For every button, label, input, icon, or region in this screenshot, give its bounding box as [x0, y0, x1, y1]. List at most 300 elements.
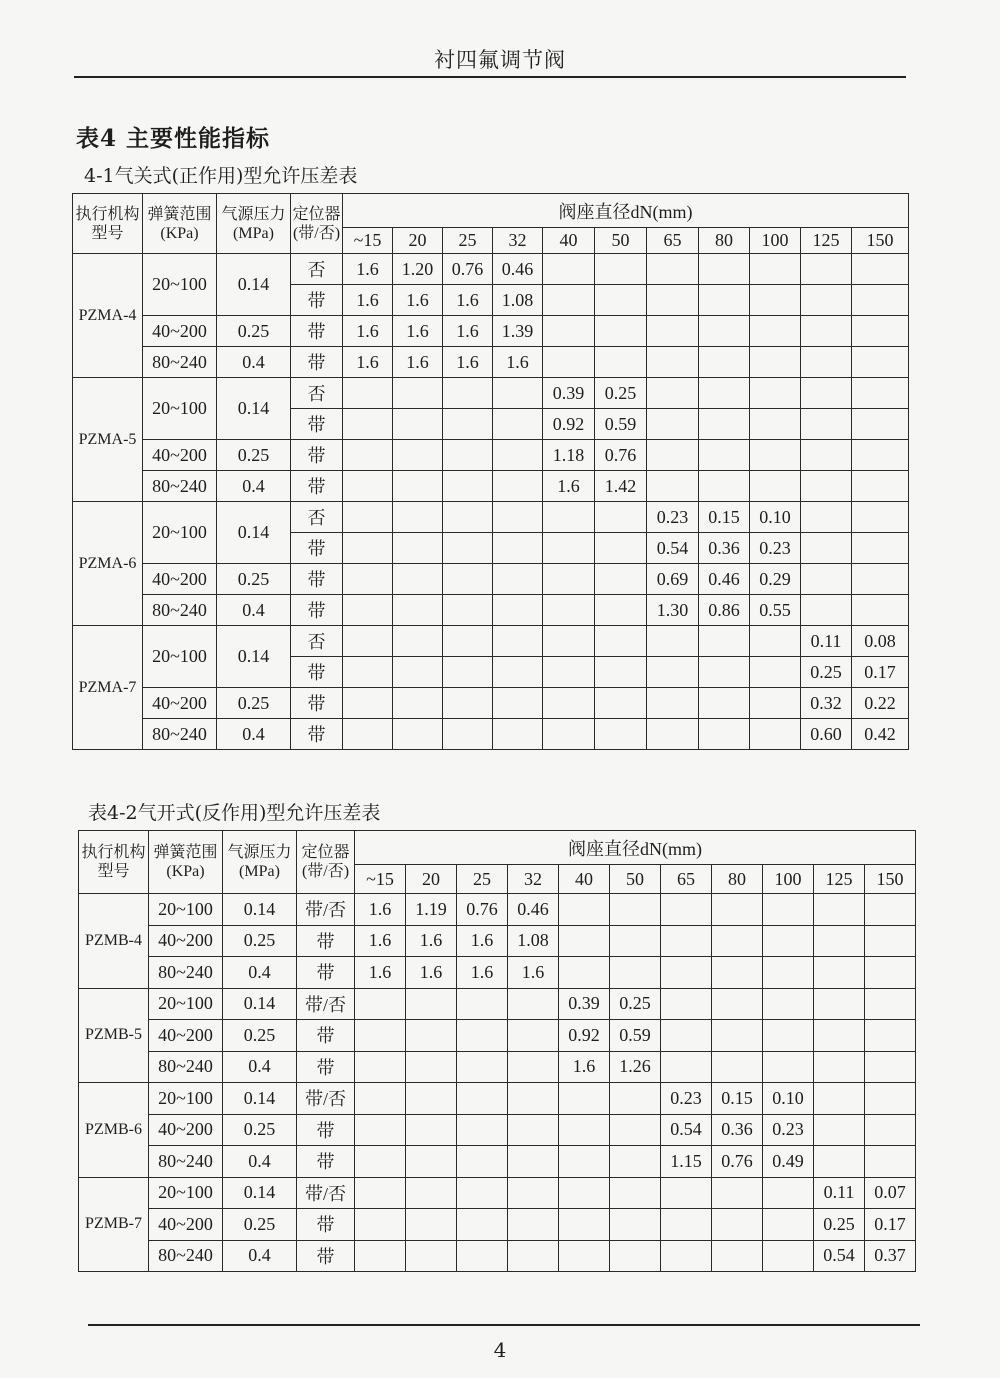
value-cell: [559, 1177, 610, 1209]
positioner-cell: 否: [291, 254, 343, 285]
header-dn-5: 50: [595, 228, 647, 254]
value-cell: 1.6: [443, 347, 493, 378]
value-cell: 1.6: [355, 957, 406, 989]
value-cell: 0.59: [610, 1020, 661, 1052]
value-cell: 1.6: [393, 285, 443, 316]
value-cell: 0.36: [699, 533, 750, 564]
positioner-cell: 带: [297, 1240, 355, 1272]
value-cell: [801, 316, 852, 347]
value-cell: 1.42: [595, 471, 647, 502]
value-cell: [393, 502, 443, 533]
value-cell: [443, 471, 493, 502]
value-cell: [443, 595, 493, 626]
value-cell: [493, 409, 543, 440]
table-row: [79, 1114, 916, 1146]
value-cell: 0.29: [750, 564, 801, 595]
header-rule: [74, 76, 906, 78]
value-cell: [852, 316, 909, 347]
footer-rule: [88, 1324, 920, 1326]
value-cell: [801, 471, 852, 502]
value-cell: 0.17: [865, 1209, 916, 1241]
value-cell: [750, 409, 801, 440]
value-cell: [457, 1240, 508, 1272]
value-cell: [852, 285, 909, 316]
value-cell: 0.23: [750, 533, 801, 564]
spring-cell: 20~100: [143, 626, 217, 688]
value-cell: [801, 595, 852, 626]
value-cell: [443, 688, 493, 719]
value-cell: [457, 988, 508, 1020]
table2-pressure-diff: [78, 830, 916, 1272]
value-cell: [647, 254, 699, 285]
value-cell: 1.08: [493, 285, 543, 316]
header-dn-9: 125: [801, 228, 852, 254]
value-cell: [595, 254, 647, 285]
pressure-cell: 0.25: [223, 925, 297, 957]
value-cell: [801, 254, 852, 285]
pressure-cell: 0.25: [217, 316, 291, 347]
value-cell: [699, 285, 750, 316]
value-cell: 1.6: [543, 471, 595, 502]
value-cell: [647, 657, 699, 688]
table-row: [73, 502, 909, 533]
page-number: 4: [493, 1338, 507, 1362]
spring-cell: 20~100: [149, 894, 223, 926]
value-cell: [543, 502, 595, 533]
value-cell: [814, 988, 865, 1020]
value-cell: [343, 657, 393, 688]
value-cell: 0.59: [595, 409, 647, 440]
table-row: [79, 988, 916, 1020]
positioner-cell: 否: [291, 378, 343, 409]
header-dn-5: 50: [610, 865, 661, 894]
value-cell: [493, 440, 543, 471]
table-row: [79, 1177, 916, 1209]
model-cell: PZMA-7: [73, 626, 143, 750]
pressure-cell: 0.4: [223, 957, 297, 989]
table-row: [73, 471, 909, 502]
header-dn-0: ~15: [355, 865, 406, 894]
positioner-cell: 带: [291, 347, 343, 378]
table-row: [79, 1020, 916, 1052]
model-cell: PZMB-7: [79, 1177, 149, 1272]
positioner-cell: 带/否: [297, 894, 355, 926]
header-positioner: [291, 194, 343, 254]
value-cell: [814, 1020, 865, 1052]
header-dn-3: 32: [508, 865, 559, 894]
value-cell: [393, 409, 443, 440]
pressure-cell: 0.4: [217, 471, 291, 502]
pressure-cell: 0.4: [217, 595, 291, 626]
value-cell: 0.15: [699, 502, 750, 533]
value-cell: [595, 626, 647, 657]
value-cell: [852, 471, 909, 502]
value-cell: [355, 1083, 406, 1115]
value-cell: [610, 1177, 661, 1209]
value-cell: [508, 1209, 559, 1241]
value-cell: [343, 533, 393, 564]
value-cell: [801, 564, 852, 595]
value-cell: [393, 440, 443, 471]
value-cell: 0.37: [865, 1240, 916, 1272]
value-cell: [406, 988, 457, 1020]
value-cell: [763, 1020, 814, 1052]
value-cell: [493, 502, 543, 533]
header-positioner-line2: (带/否): [292, 224, 341, 242]
value-cell: [457, 1020, 508, 1052]
value-cell: [559, 1114, 610, 1146]
value-cell: [865, 1051, 916, 1083]
value-cell: 0.76: [457, 894, 508, 926]
value-cell: [406, 1051, 457, 1083]
value-cell: [595, 564, 647, 595]
value-cell: [406, 1209, 457, 1241]
table-row: [73, 719, 909, 750]
model-cell: PZMA-4: [73, 254, 143, 378]
table-row: [79, 1209, 916, 1241]
value-cell: [801, 533, 852, 564]
value-cell: [852, 254, 909, 285]
value-cell: [661, 925, 712, 957]
value-cell: [712, 1209, 763, 1241]
value-cell: 1.6: [493, 347, 543, 378]
value-cell: [343, 626, 393, 657]
spring-cell: 80~240: [149, 957, 223, 989]
value-cell: [647, 316, 699, 347]
value-cell: 0.07: [865, 1177, 916, 1209]
value-cell: [865, 957, 916, 989]
pressure-cell: 0.4: [223, 1146, 297, 1178]
table-row: [73, 378, 909, 409]
value-cell: 1.6: [343, 316, 393, 347]
header-dn-0: ~15: [343, 228, 393, 254]
value-cell: 0.46: [699, 564, 750, 595]
value-cell: 1.30: [647, 595, 699, 626]
value-cell: 1.20: [393, 254, 443, 285]
value-cell: [750, 285, 801, 316]
value-cell: [647, 440, 699, 471]
value-cell: [852, 533, 909, 564]
spring-cell: 40~200: [149, 1020, 223, 1052]
value-cell: [852, 564, 909, 595]
value-cell: 0.32: [801, 688, 852, 719]
value-cell: [493, 533, 543, 564]
value-cell: [801, 440, 852, 471]
value-cell: [699, 409, 750, 440]
value-cell: 0.55: [750, 595, 801, 626]
value-cell: [457, 1209, 508, 1241]
value-cell: 1.6: [406, 925, 457, 957]
value-cell: [750, 316, 801, 347]
value-cell: [610, 1209, 661, 1241]
value-cell: [543, 626, 595, 657]
value-cell: [814, 894, 865, 926]
positioner-cell: 带: [291, 409, 343, 440]
value-cell: 0.76: [712, 1146, 763, 1178]
value-cell: 0.23: [661, 1083, 712, 1115]
value-cell: [493, 595, 543, 626]
value-cell: [647, 409, 699, 440]
value-cell: 0.86: [699, 595, 750, 626]
value-cell: [647, 378, 699, 409]
spring-cell: 80~240: [143, 719, 217, 750]
value-cell: 0.10: [763, 1083, 814, 1115]
main-title: 表4 主要性能指标: [76, 125, 271, 152]
value-cell: [508, 1146, 559, 1178]
value-cell: [508, 1177, 559, 1209]
pressure-cell: 0.14: [223, 894, 297, 926]
value-cell: [457, 1083, 508, 1115]
value-cell: [814, 1114, 865, 1146]
value-cell: 1.6: [343, 254, 393, 285]
header-positioner-line2: (带/否): [301, 863, 350, 880]
header-actuator-model: [79, 831, 149, 894]
table-row: [73, 688, 909, 719]
value-cell: [610, 1240, 661, 1272]
value-cell: [647, 626, 699, 657]
value-cell: [393, 626, 443, 657]
pressure-cell: 0.4: [223, 1240, 297, 1272]
value-cell: [647, 347, 699, 378]
header-supply-pressure: [223, 831, 297, 894]
spring-cell: 20~100: [149, 1177, 223, 1209]
pressure-cell: 0.25: [217, 564, 291, 595]
value-cell: [443, 533, 493, 564]
value-cell: [647, 688, 699, 719]
value-cell: [355, 1177, 406, 1209]
value-cell: [508, 1114, 559, 1146]
header-dn-7: 80: [699, 228, 750, 254]
value-cell: [543, 657, 595, 688]
table-row: [73, 316, 909, 347]
value-cell: [595, 595, 647, 626]
table-row: [73, 440, 909, 471]
value-cell: 0.15: [712, 1083, 763, 1115]
value-cell: 1.15: [661, 1146, 712, 1178]
header-spring-range: [149, 831, 223, 894]
value-cell: [493, 657, 543, 688]
value-cell: [595, 316, 647, 347]
header-supply-pressure-line2: (MPa): [233, 224, 274, 242]
value-cell: [559, 1083, 610, 1115]
value-cell: [661, 1240, 712, 1272]
value-cell: [543, 719, 595, 750]
positioner-cell: 带: [291, 440, 343, 471]
value-cell: 1.6: [343, 285, 393, 316]
positioner-cell: 带: [297, 957, 355, 989]
header-dn-1: 20: [406, 865, 457, 894]
positioner-cell: 带: [297, 1051, 355, 1083]
value-cell: 0.23: [763, 1114, 814, 1146]
positioner-cell: 带: [291, 719, 343, 750]
header-supply-pressure-line1: 气源压力: [227, 844, 292, 861]
header-actuator-model-line2: 型号: [97, 863, 130, 880]
value-cell: [493, 688, 543, 719]
positioner-cell: 带: [291, 657, 343, 688]
value-cell: [393, 657, 443, 688]
value-cell: [852, 347, 909, 378]
value-cell: [712, 1051, 763, 1083]
spring-cell: 40~200: [143, 440, 217, 471]
header-dn-1: 20: [393, 228, 443, 254]
value-cell: [595, 285, 647, 316]
value-cell: [595, 533, 647, 564]
value-cell: [443, 719, 493, 750]
value-cell: [393, 719, 443, 750]
positioner-cell: 否: [291, 502, 343, 533]
value-cell: [443, 657, 493, 688]
header-dn-6: 65: [647, 228, 699, 254]
value-cell: [699, 254, 750, 285]
table-row: [79, 1146, 916, 1178]
header-dn-10: 150: [865, 865, 916, 894]
header-actuator-model: [73, 194, 143, 254]
value-cell: 0.11: [814, 1177, 865, 1209]
value-cell: [801, 285, 852, 316]
value-cell: [355, 988, 406, 1020]
header-seat-diameter: 阀座直径dN(mm): [355, 831, 916, 865]
header-spring-range-line1: 弹簧范围: [153, 844, 218, 861]
value-cell: 0.54: [647, 533, 699, 564]
value-cell: [647, 471, 699, 502]
value-cell: 0.69: [647, 564, 699, 595]
value-cell: [543, 595, 595, 626]
positioner-cell: 带: [297, 1209, 355, 1241]
value-cell: [508, 1240, 559, 1272]
header-spring-range-line2: (KPa): [166, 863, 205, 880]
value-cell: [457, 1177, 508, 1209]
value-cell: [543, 564, 595, 595]
positioner-cell: 带: [291, 471, 343, 502]
header-supply-pressure: [217, 194, 291, 254]
value-cell: 0.42: [852, 719, 909, 750]
value-cell: [610, 1146, 661, 1178]
header-supply-pressure-line2: (MPa): [239, 863, 280, 880]
value-cell: 0.76: [443, 254, 493, 285]
value-cell: [699, 316, 750, 347]
header-dn-2: 25: [443, 228, 493, 254]
spring-cell: 40~200: [143, 316, 217, 347]
spring-cell: 80~240: [149, 1146, 223, 1178]
value-cell: 0.54: [661, 1114, 712, 1146]
positioner-cell: 带/否: [297, 1083, 355, 1115]
value-cell: [406, 1177, 457, 1209]
header-dn-4: 40: [559, 865, 610, 894]
value-cell: [406, 1114, 457, 1146]
value-cell: [763, 1240, 814, 1272]
value-cell: 0.25: [610, 988, 661, 1020]
table1-pressure-diff: [72, 193, 909, 750]
value-cell: [457, 1114, 508, 1146]
spring-cell: 20~100: [143, 378, 217, 440]
positioner-cell: 带: [297, 1114, 355, 1146]
value-cell: [763, 988, 814, 1020]
spring-cell: 20~100: [149, 988, 223, 1020]
pressure-cell: 0.4: [217, 719, 291, 750]
spring-cell: 40~200: [149, 1114, 223, 1146]
value-cell: 1.6: [393, 316, 443, 347]
value-cell: [750, 657, 801, 688]
value-cell: [750, 347, 801, 378]
value-cell: [393, 378, 443, 409]
header-dn-8: 100: [763, 865, 814, 894]
value-cell: [343, 440, 393, 471]
pressure-cell: 0.14: [217, 378, 291, 440]
value-cell: [712, 1177, 763, 1209]
value-cell: [493, 378, 543, 409]
value-cell: [699, 719, 750, 750]
model-cell: PZMA-6: [73, 502, 143, 626]
value-cell: [443, 626, 493, 657]
value-cell: [343, 595, 393, 626]
positioner-cell: 带/否: [297, 1177, 355, 1209]
header-actuator-model-line2: 型号: [91, 224, 124, 242]
value-cell: 1.6: [457, 925, 508, 957]
value-cell: [852, 378, 909, 409]
value-cell: 0.46: [508, 894, 559, 926]
value-cell: 1.6: [406, 957, 457, 989]
value-cell: 1.08: [508, 925, 559, 957]
header-positioner: [297, 831, 355, 894]
value-cell: [443, 378, 493, 409]
value-cell: [865, 1083, 916, 1115]
value-cell: 0.36: [712, 1114, 763, 1146]
value-cell: 0.46: [493, 254, 543, 285]
spring-cell: 40~200: [149, 925, 223, 957]
value-cell: [393, 471, 443, 502]
value-cell: [559, 1240, 610, 1272]
value-cell: [699, 471, 750, 502]
spring-cell: 80~240: [143, 347, 217, 378]
pressure-cell: 0.25: [217, 440, 291, 471]
value-cell: [750, 254, 801, 285]
header-positioner-line1: 定位器: [301, 844, 350, 861]
header-actuator-model-line1: 执行机构: [81, 844, 146, 861]
value-cell: [406, 1083, 457, 1115]
value-cell: 1.26: [610, 1051, 661, 1083]
value-cell: [814, 1051, 865, 1083]
value-cell: [763, 957, 814, 989]
value-cell: [343, 688, 393, 719]
positioner-cell: 带/否: [297, 988, 355, 1020]
value-cell: [543, 254, 595, 285]
value-cell: [457, 1051, 508, 1083]
value-cell: [595, 719, 647, 750]
value-cell: 1.6: [559, 1051, 610, 1083]
value-cell: [699, 688, 750, 719]
value-cell: [443, 502, 493, 533]
pressure-cell: 0.14: [223, 1083, 297, 1115]
value-cell: 0.17: [852, 657, 909, 688]
value-cell: [814, 1146, 865, 1178]
model-cell: PZMB-4: [79, 894, 149, 989]
positioner-cell: 带: [297, 925, 355, 957]
value-cell: 0.92: [543, 409, 595, 440]
value-cell: [801, 378, 852, 409]
value-cell: [595, 688, 647, 719]
value-cell: [712, 1020, 763, 1052]
value-cell: [493, 626, 543, 657]
value-cell: [865, 894, 916, 926]
value-cell: [712, 925, 763, 957]
value-cell: [699, 657, 750, 688]
value-cell: [443, 564, 493, 595]
value-cell: 1.6: [393, 347, 443, 378]
spring-cell: 80~240: [149, 1051, 223, 1083]
value-cell: [647, 719, 699, 750]
value-cell: [543, 533, 595, 564]
value-cell: [559, 1146, 610, 1178]
